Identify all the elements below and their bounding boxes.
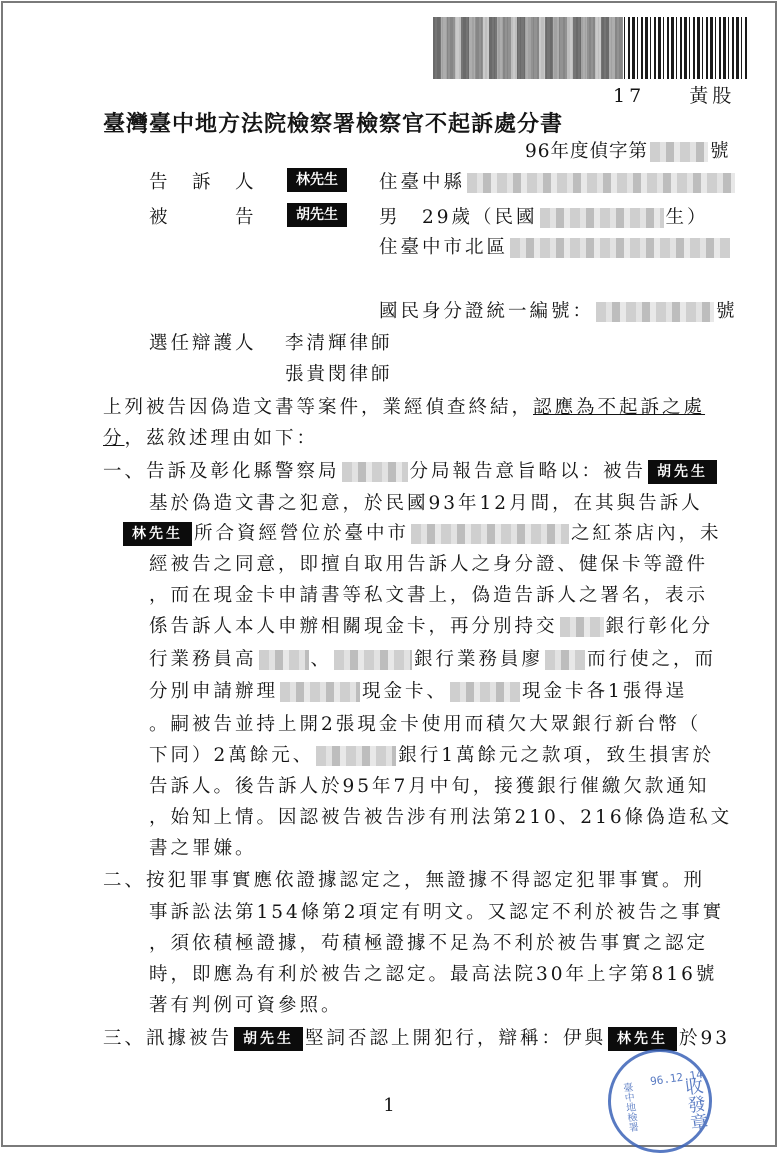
text: 銀行業務員廖 [414,649,544,670]
text: 分別申請辦理 [149,681,279,702]
redacted-bank [316,746,396,766]
division: 黃股 [689,85,736,107]
stamp-label: 收發章 [681,1075,710,1133]
redacted-text [342,462,408,482]
defendant-info-prefix: 男 29歲（民國 [379,207,538,228]
section-1-line-5: ，而在現金卡申請書等私文書上，偽造告訴人之署名，表示 [149,585,709,606]
section-2-line-2: 事訴訟法第154條第2項定有明文。又認定不利於被告之事實 [149,902,725,923]
stamp-office: 臺中地檢署 [620,1081,639,1133]
complainant-name: 林先生 [287,168,347,192]
section-1-line-3 [121,519,722,546]
intro-underlined: 認應為不起訴之處 [533,397,706,418]
id-suffix: 號 [716,301,738,322]
defendant-name: 胡先生 [234,1027,303,1051]
text: 係告訴人本人申辦相關現金卡，再分別持交 [149,616,558,637]
counsel-2: 張貴閔律師 [285,364,393,385]
case-year-suffix: 號 [710,141,730,162]
complainant-name: 林先生 [123,522,192,546]
redacted-address [411,524,569,544]
text: 而行使之，而 [587,649,717,670]
document-page [1,1,777,1147]
redacted-bank [280,682,360,702]
complainant-label: 告 訴 人 [149,172,257,193]
defendant-info [379,203,709,229]
defendant-address [379,233,732,259]
intro-line-2 [103,424,318,450]
section-1-line-9: 。嗣被告並持上開2張現金卡使用而積欠大眾銀行新台幣（ [149,714,702,735]
redacted-bank [560,617,604,637]
redacted-barcode [433,17,749,79]
counsel-label: 選任辯護人 [149,333,257,354]
intro-text-end: ，茲敘述理由如下： [124,428,319,449]
intro-text: 上列被告因偽造文書等案件，業經偵查終結， [103,397,534,418]
section-1-line-1 [103,457,719,484]
case-no: 17 [613,85,646,107]
text: 銀行彰化分 [605,616,714,637]
counsel-1: 李清輝律師 [285,333,393,354]
section-3-line-1 [103,1024,730,1051]
section-1-line-8 [149,677,687,703]
section-1-line-2: 基於偽造文書之犯意，於民國93年12月間，在其與告訴人 [149,493,703,514]
defendant-address-prefix: 住臺中市北區 [379,237,509,258]
case-year-row [525,137,730,163]
case-number-row [613,81,735,108]
redacted-name [545,650,585,670]
defendant-name: 胡先生 [287,203,347,227]
text: 三、訊據被告 [103,1028,233,1049]
section-2-line-1: 二、按犯罪事實應依證據認定之，無證據不得認定犯罪事實。刑 [103,870,706,891]
text: 行業務員高 [149,649,257,670]
text: 所合資經營位於臺中市 [194,523,410,544]
text: 一、告訴及彰化縣警察局 [103,461,340,482]
complainant-address-prefix: 住臺中縣 [379,172,466,193]
section-1-line-6 [149,612,713,638]
text: 之紅茶店內，未 [571,523,722,544]
redacted-name [259,650,309,670]
intro-underlined-end: 分 [103,428,125,449]
text: 於93 [679,1028,731,1049]
redacted-bank [334,650,412,670]
text: 分局報告意旨略以：被告 [409,461,647,482]
section-2-line-5: 著有判例可資參照。 [149,995,343,1016]
section-1-line-13: 書之罪嫌。 [149,838,257,859]
barcode-blur [433,17,623,79]
document-title: 臺灣臺中地方法院檢察署檢察官不起訴處分書 [103,111,564,137]
section-1-line-10 [149,741,714,767]
redacted-bank [450,682,520,702]
section-1-line-12: ，始知上情。因認被告被告涉有刑法第210、216條偽造私文 [149,807,733,828]
text: 銀行1萬餘元之款項，致生損害於 [398,745,715,766]
text: 現金卡、 [362,681,449,702]
intro-line-1 [103,393,705,419]
redacted-address [467,173,735,193]
section-2-line-4: 時，即應為有利於被告之認定。最高法院30年上字第816號 [149,964,718,985]
redacted-case-number [650,142,708,162]
complainant-name: 林先生 [608,1027,677,1051]
section-1-line-11: 告訴人。後告訴人於95年7月中旬，接獲銀行催繳欠款通知 [149,776,710,797]
page-number: 1 [383,1095,395,1116]
defendant-name: 胡先生 [648,460,717,484]
section-1-line-7 [149,645,716,671]
section-1-line-4: 經被告之同意，即擅自取用告訴人之身分證、健保卡等證件 [149,554,709,575]
defendant-info-suffix: 生） [665,207,709,228]
id-number-row [379,297,738,323]
defendant-label: 被 告 [149,207,257,228]
redacted-birthdate [540,208,664,228]
complainant-address [379,168,737,194]
text: 堅詞否認上開犯行，辯稱：伊與 [305,1028,607,1049]
redacted-id-number [596,302,714,322]
text: 下同）2萬餘元、 [149,745,315,766]
case-year-prefix: 96年度偵字第 [525,141,649,162]
text: 、 [310,649,333,670]
stamp-date: 96.12.14 [649,1067,704,1089]
text: 現金卡各1張得逞 [522,681,688,702]
id-label: 國民身分證統一編號： [379,301,595,322]
redacted-address [510,238,730,258]
section-2-line-3: ，須依積極證據，苟積極證據不足為不利於被告事實之認定 [149,933,709,954]
